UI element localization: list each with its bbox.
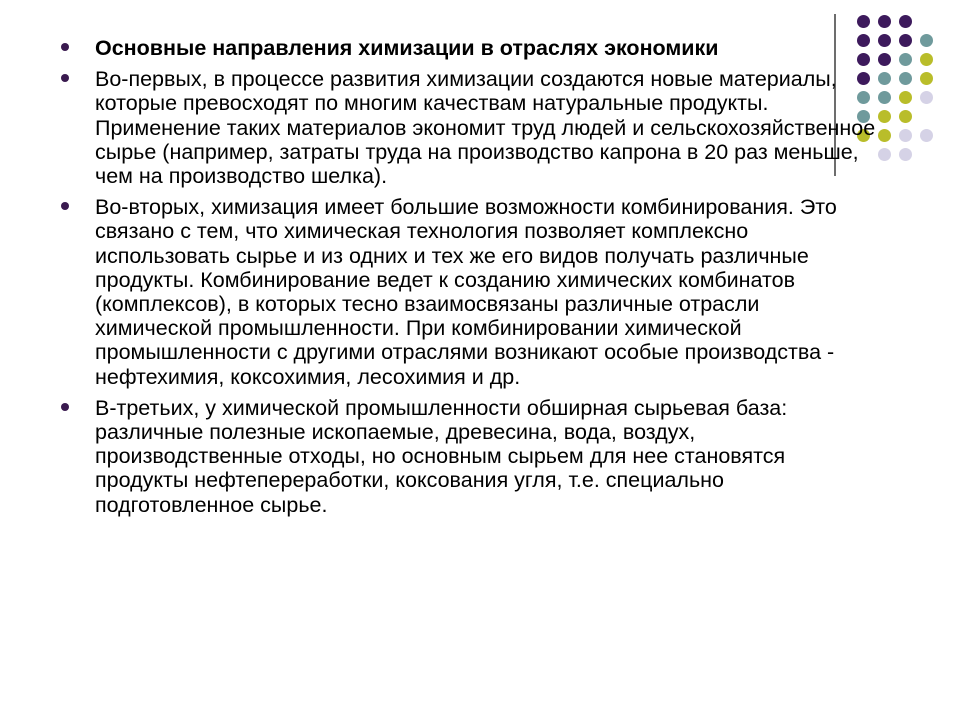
decor-dot xyxy=(878,148,891,161)
decor-dot xyxy=(899,148,912,161)
decor-dot xyxy=(899,91,912,104)
bullet-item xyxy=(58,195,878,389)
decor-dot xyxy=(878,34,891,47)
decor-dot xyxy=(899,72,912,85)
bullet-icon xyxy=(61,43,69,51)
decor-dot xyxy=(920,72,933,85)
bullet-text: В-третьих, у химической промышленности обширная сырьевая база: различные полезные ископаемые, древесина, вода, воздух, производственные отходы, но основным сырьем для нее становятся продукты нефтепереработки, коксования угля, т.е. специально подготовленное сырье. xyxy=(95,395,788,517)
decor-dot xyxy=(899,110,912,123)
decor-dot xyxy=(878,72,891,85)
decor-dot xyxy=(878,53,891,66)
decor-dot xyxy=(899,129,912,142)
decor-dot xyxy=(899,34,912,47)
decor-dot xyxy=(857,15,870,28)
bullet-item xyxy=(58,67,878,188)
bullet-list xyxy=(58,36,878,524)
decor-dot xyxy=(920,34,933,47)
decor-dot xyxy=(878,91,891,104)
decor-dot xyxy=(878,110,891,123)
decor-dot xyxy=(878,129,891,142)
decor-dot xyxy=(899,53,912,66)
decor-dot xyxy=(920,53,933,66)
bullet-text: Основные направления химизации в отраслях экономики xyxy=(95,36,719,60)
bullet-item xyxy=(58,396,878,517)
bullet-icon xyxy=(61,403,69,411)
bullet-icon xyxy=(61,74,69,82)
decor-dot xyxy=(878,15,891,28)
bullet-text: Во-вторых, химизация имеет большие возможности комбинирования. Это связано с тем, что химическая технология позволяет комплексно использовать сырье и из одних и тех же его видов получать различные продукты. Комбинирование ведет к созданию химических комбинатов (комплексов), в которых тесно взаимосвязаны различные отрасли химической промышленности. При комбинировании химической промышленности с другими отраслями возникают особые производства - нефтехимия, коксохимия, лесохимия и др. xyxy=(95,195,837,389)
decor-dot xyxy=(920,129,933,142)
bullet-text: Во-первых, в процессе развития химизации создаются новые материалы, которые превосходят по многим качествам натуральные продукты. Применение таких материалов экономит труд людей и сельскохозяйственное сырье (например, затраты труда на производство капрона в 20 раз меньше, чем на производство шелка). xyxy=(95,67,876,189)
decor-dot xyxy=(899,15,912,28)
bullet-icon xyxy=(61,202,69,210)
decor-dot xyxy=(920,91,933,104)
bullet-item-heading xyxy=(58,36,878,60)
